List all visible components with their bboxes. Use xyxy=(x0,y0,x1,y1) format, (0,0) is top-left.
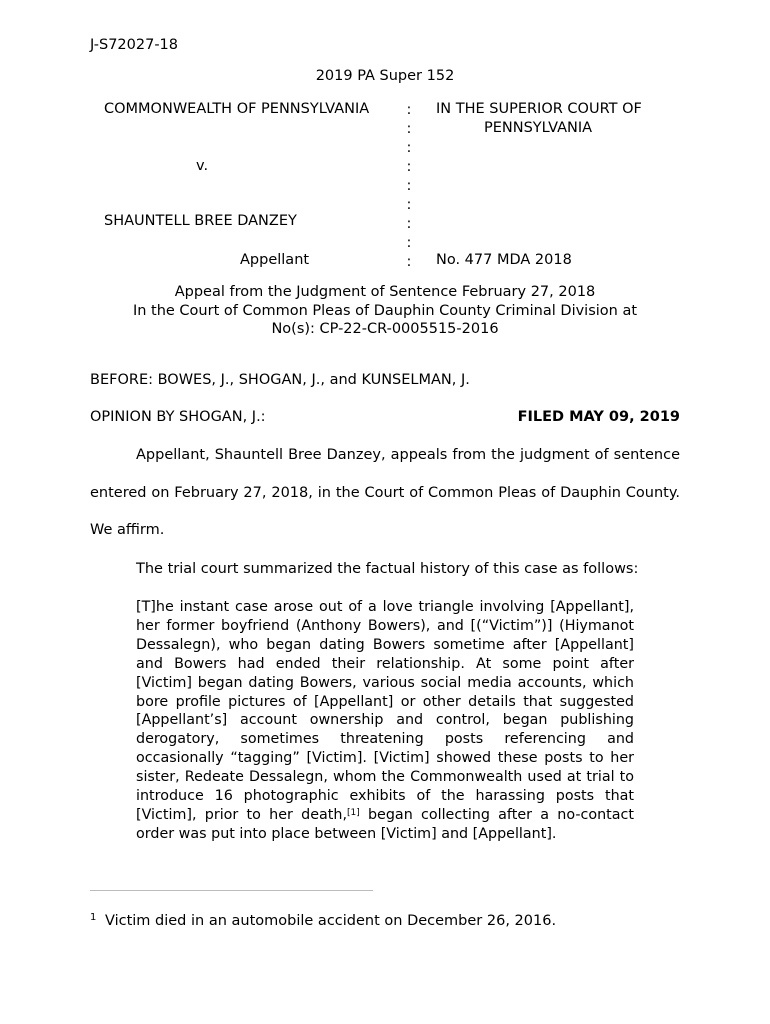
caption-court-line1: IN THE SUPERIOR COURT OF xyxy=(436,101,642,117)
paragraph-2: The trial court summarized the factual history of this case as follows: xyxy=(136,561,639,577)
opinion-by: OPINION BY SHOGAN, J.: xyxy=(90,409,266,425)
block-quote xyxy=(136,598,634,844)
filed-date: FILED MAY 09, 2019 xyxy=(517,409,680,425)
footnote xyxy=(90,913,556,929)
appeal-line2: In the Court of Common Pleas of Dauphin County Criminal Division at xyxy=(132,303,638,319)
caption-colon: : xyxy=(406,197,412,213)
caption-role: Appellant xyxy=(240,252,310,268)
caption-colon: : xyxy=(406,159,412,175)
caption-colon: : xyxy=(406,235,412,251)
before-line: BEFORE: BOWES, J., SHOGAN, J., and KUNSELMAN, J. xyxy=(90,372,470,388)
caption-colon: : xyxy=(406,121,412,137)
footnote-reference[interactable]: [1] xyxy=(346,807,360,818)
document-id: J-S72027-18 xyxy=(90,37,179,53)
caption-colon: : xyxy=(406,178,412,194)
caption-colon: : xyxy=(406,216,412,232)
citation: 2019 PA Super 152 xyxy=(315,68,455,84)
caption-docket: No. 477 MDA 2018 xyxy=(436,252,572,268)
paragraph-1: Appellant, Shauntell Bree Danzey, appeals from the judgment of sentence entered on February 27, 2018, in the Court of Common Pleas of Dauphin County. We affirm. xyxy=(90,447,680,538)
footnote-text: Victim died in an automobile accident on December 26, 2016. xyxy=(104,913,557,929)
caption-court-line2: PENNSYLVANIA xyxy=(484,120,593,136)
caption-colon: : xyxy=(406,254,412,270)
appeal-line1: Appeal from the Judgment of Sentence February 27, 2018 xyxy=(174,284,596,300)
appeal-line3: No(s): CP-22-CR-0005515-2016 xyxy=(271,321,499,337)
caption-colon: : xyxy=(406,102,412,118)
caption-colon: : xyxy=(406,140,412,156)
caption-colon-column xyxy=(403,101,415,272)
footnote-number: 1 xyxy=(90,912,97,923)
caption-right-party: SHAUNTELL BREE DANZEY xyxy=(104,213,297,229)
caption-left-party: COMMONWEALTH OF PENNSYLVANIA xyxy=(104,101,370,117)
quote-text: [T]he instant case arose out of a love triangle involving [Appellant], her former boyfriend (Anthony Bowers), and [(“Victim”)] (Hiymanot Dessalegn), who began dating Bowers sometime after [Appellant] and Bowers had ended their relationship. At some point after [Victim] began dating Bowers, various social media accounts, which bore profile pictures of [Appellant] or other details that suggested [Appellant’s] account ownership and control, began publishing derogatory, sometimes threatening posts referencing and occasionally “tagging” [Victim]. [Victim] showed these posts to her sister, Redeate Dessalegn, whom the Commonwealth used at trial to introduce 16 photographic exhibits of the harassing posts that [Victim], prior to her death, xyxy=(136,599,634,823)
footnote-divider xyxy=(90,890,373,891)
quote-text-continued: began collecting after a no-contact order was put into place between [Victim] and [Appellant]. xyxy=(136,806,634,842)
caption-versus: v. xyxy=(196,158,209,174)
